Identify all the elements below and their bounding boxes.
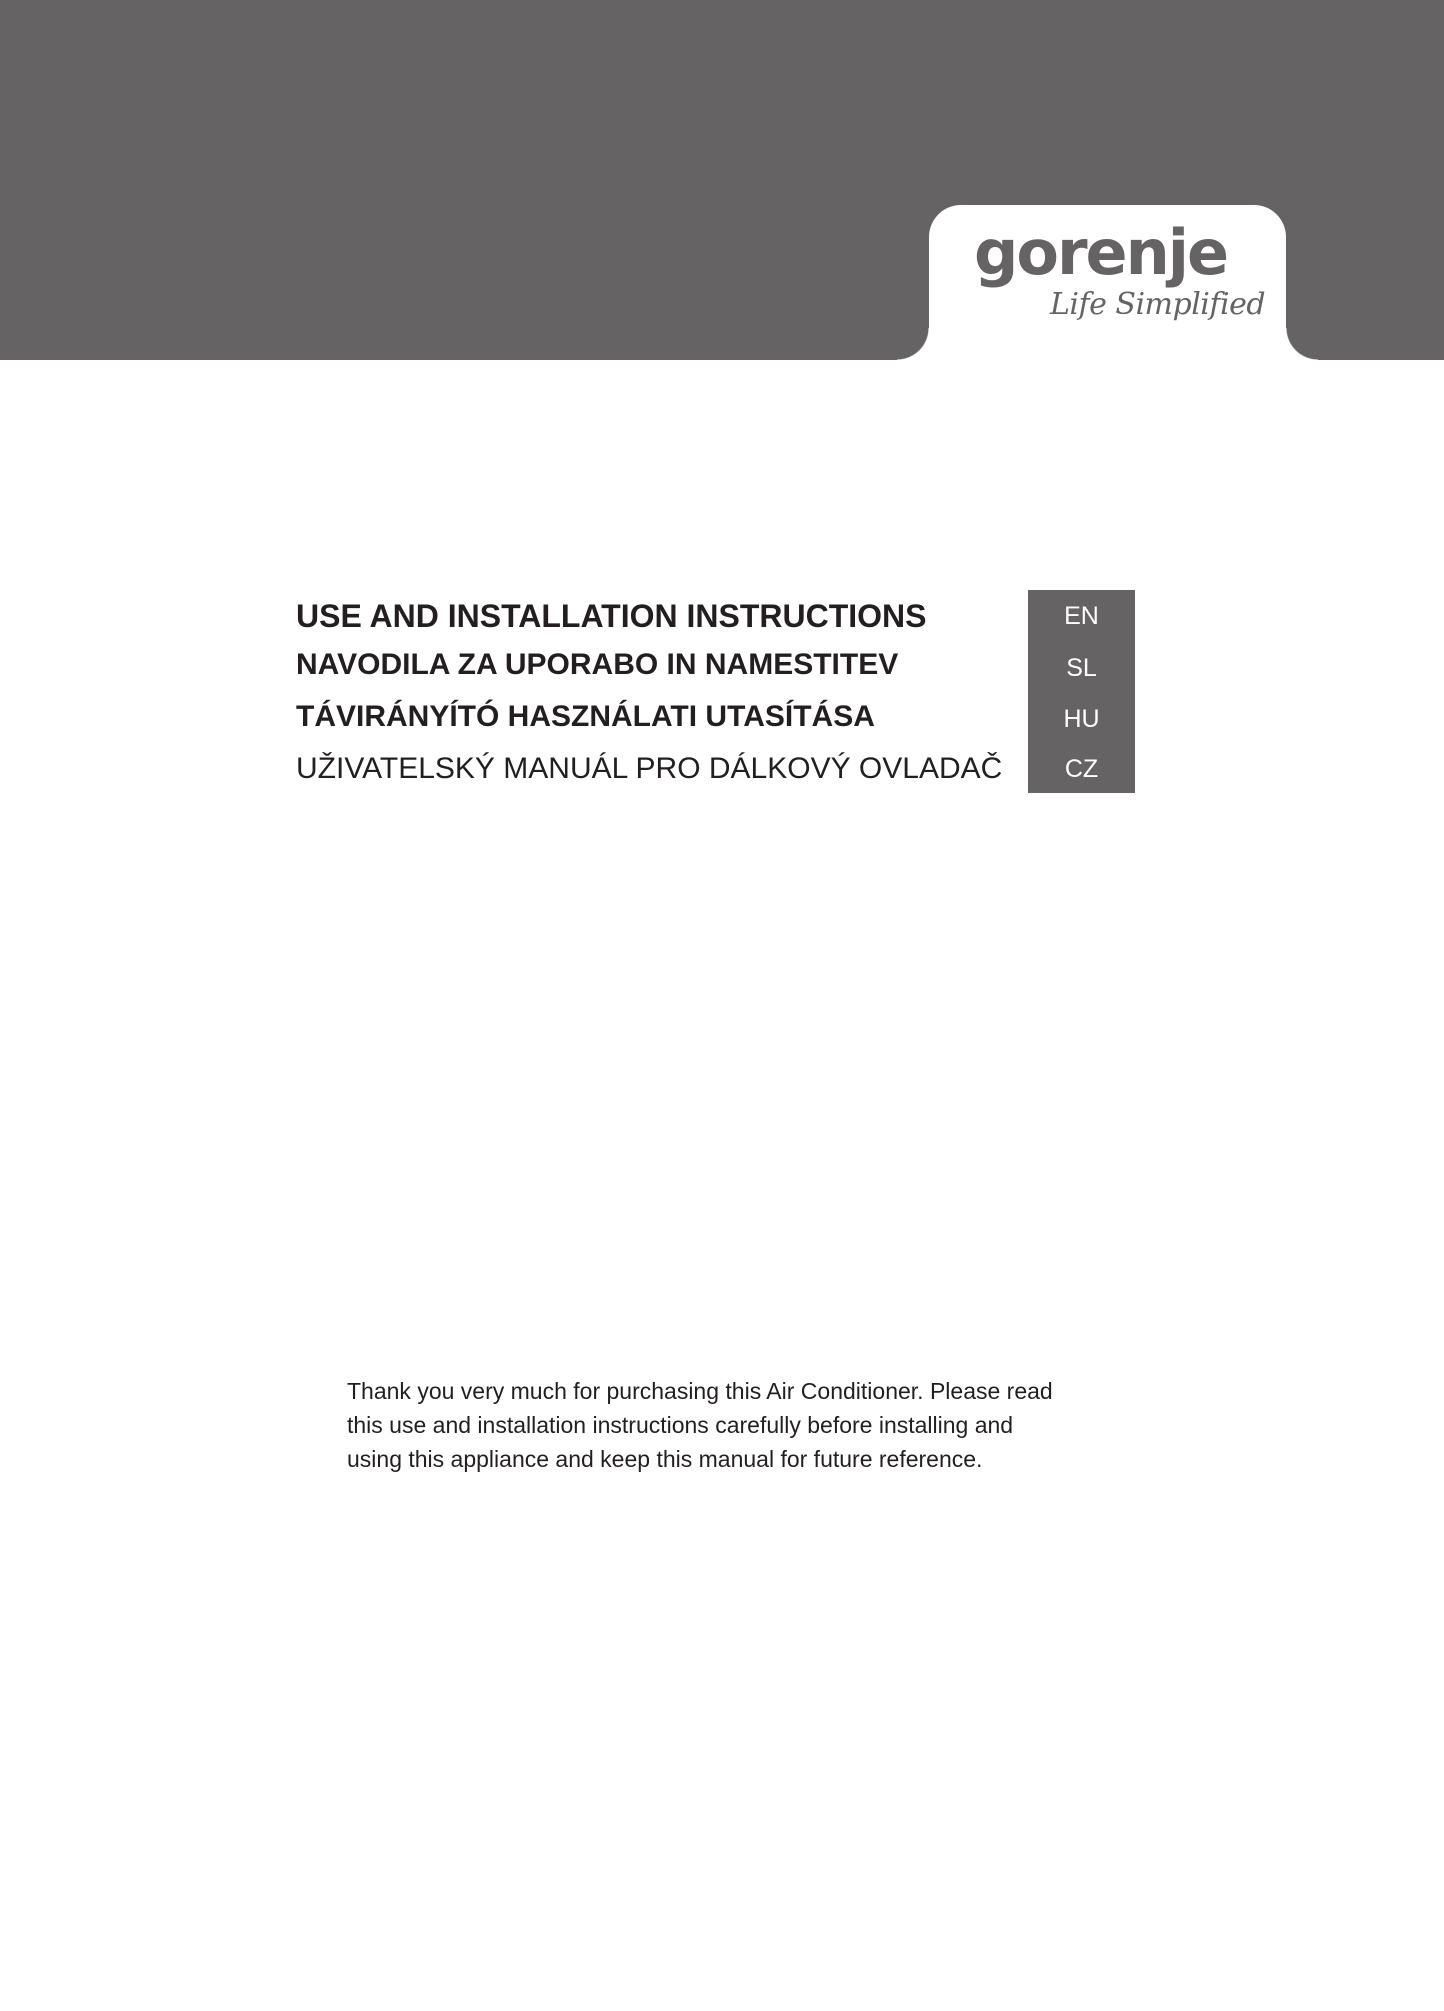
brand-tagline: Life Simplified <box>1050 287 1266 322</box>
intro-line: using this appliance and keep this manual for future reference. <box>347 1446 983 1472</box>
intro-paragraph <box>347 1374 1087 1476</box>
language-code-sl: SL <box>1066 654 1097 682</box>
title-cz: UŽIVATELSKÝ MANUÁL PRO DÁLKOVÝ OVLADAČ <box>296 752 1003 785</box>
title-hu: TÁVIRÁNYÍTÓ HASZNÁLATI UTASÍTÁSA <box>296 700 875 733</box>
title-sl: NAVODILA ZA UPORABO IN NAMESTITEV <box>296 648 899 681</box>
language-code-hu: HU <box>1063 705 1100 733</box>
title-en: USE AND INSTALLATION INSTRUCTIONS <box>296 598 927 634</box>
logo-tab-curve-right <box>1286 328 1318 360</box>
intro-line: Thank you very much for purchasing this Air Conditioner. Please read <box>347 1378 1053 1404</box>
intro-line: this use and installation instructions carefully before installing and <box>347 1412 1014 1438</box>
language-codes <box>1028 590 1135 793</box>
brand-logo: gorenje <box>974 216 1228 289</box>
language-code-cz: CZ <box>1064 755 1099 783</box>
logo-tab-curve-left <box>897 328 929 360</box>
language-code-en: EN <box>1064 602 1099 630</box>
